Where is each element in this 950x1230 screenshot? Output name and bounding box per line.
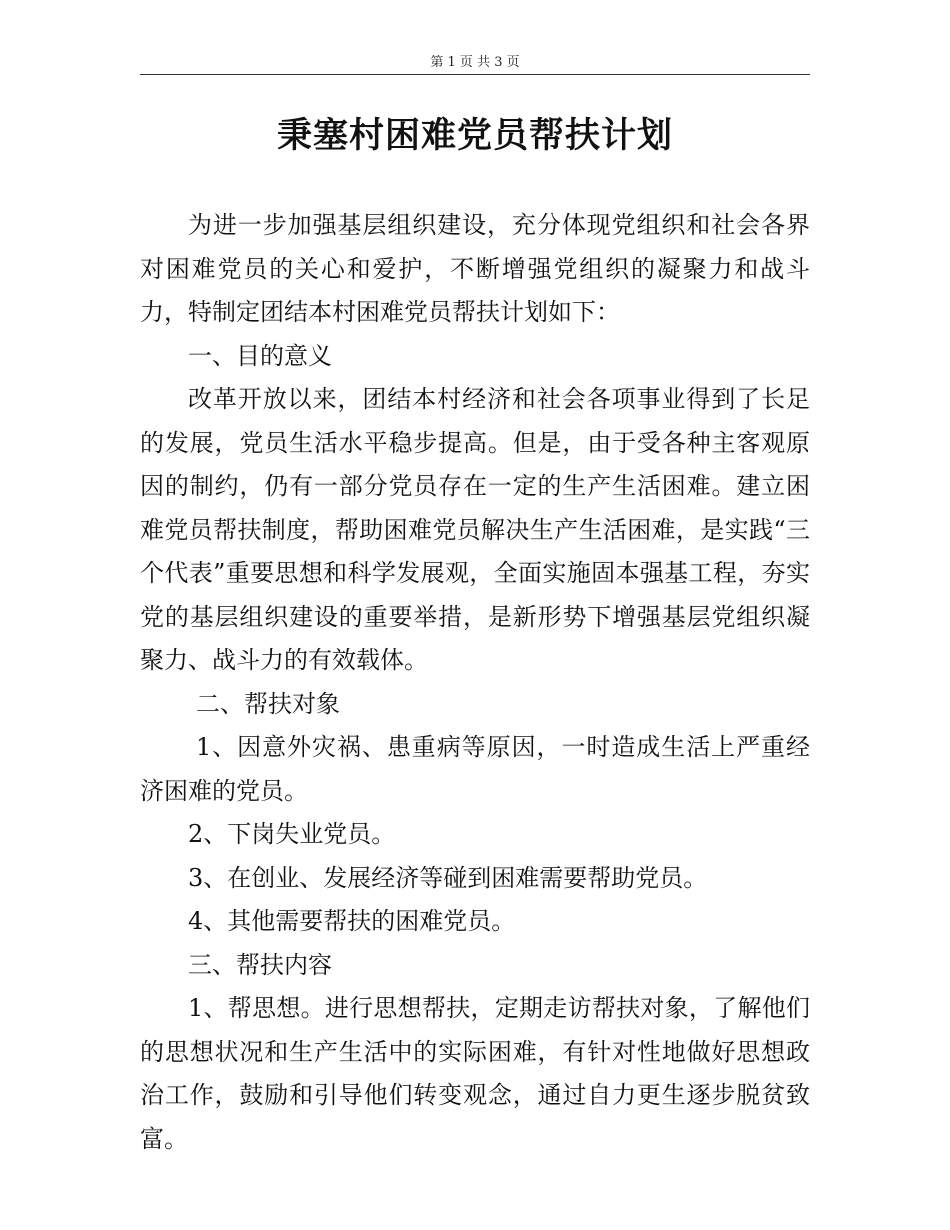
document-title: 秉塞村困难党员帮扶计划 xyxy=(276,115,673,156)
page-indicator: 第 1 页 共 3 页 xyxy=(430,55,520,70)
target-item-1: 1、因意外灾祸、患重病等原因，一时造成生活上严重经济困难的党员。 xyxy=(140,733,810,805)
section-heading-content: 三、帮扶内容 xyxy=(188,950,332,979)
section-heading-purpose: 一、目的意义 xyxy=(188,341,332,370)
intro-paragraph: 为进一步加强基层组织建设，充分体现党组织和社会各界对困难党员的关心和爱护，不断增强党组织的凝聚力和战斗力，特制定团结本村困难党员帮扶计划如下： xyxy=(140,211,810,326)
content-item-1: 1、帮思想。进行思想帮扶，定期走访帮扶对象，了解他们的思想状况和生产生活中的实际困难，有针对性地做好思想政治工作，鼓励和引导他们转变观念，通过自力更生逐步脱贫致富。 xyxy=(140,994,810,1153)
page-header xyxy=(140,52,810,75)
target-item-3: 3、在创业、发展经济等碰到困难需要帮助党员。 xyxy=(188,863,708,892)
section-heading-targets: 二、帮扶对象 xyxy=(196,689,340,718)
target-item-4: 4、其他需要帮扶的困难党员。 xyxy=(188,907,516,935)
document-body xyxy=(140,204,810,1161)
purpose-paragraph: 改革开放以来，团结本村经济和社会各项事业得到了长足的发展，党员生活水平稳步提高。但是，由于受各种主客观原因的制约，仍有一部分党员存在一定的生产生活困难。建立困难党员帮扶制度，帮助困难党员解决生产生活困难，是实践“三个代表”重要思想和科学发展观，全面实施固本强基工程，夯实党的基层组织建设的重要举措，是新形势下增强基层党组织凝聚力、战斗力的有效载体。 xyxy=(140,385,810,674)
target-item-2: 2、下岗失业党员。 xyxy=(188,820,396,848)
